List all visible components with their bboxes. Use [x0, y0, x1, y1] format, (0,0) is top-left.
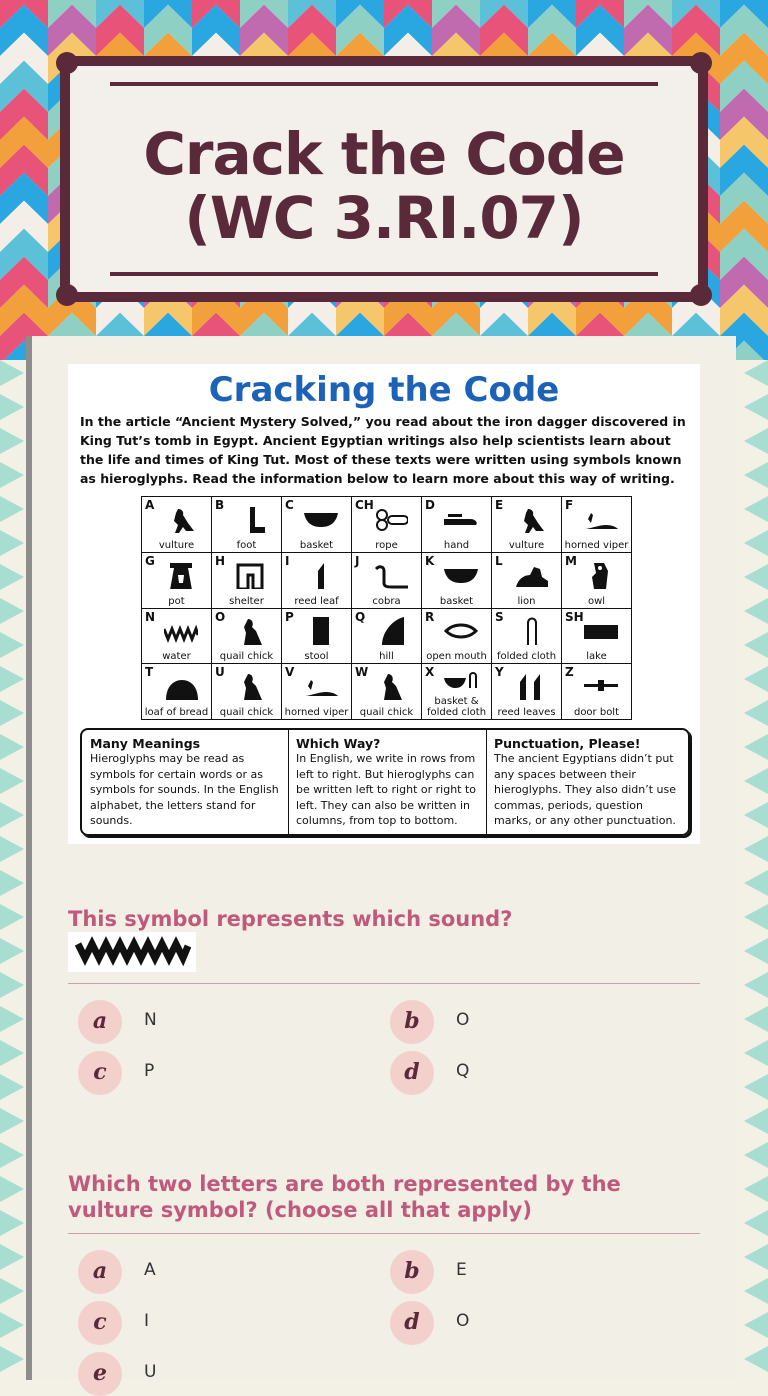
info-divider: [288, 730, 289, 834]
info-divider: [486, 730, 487, 834]
title-card: [60, 56, 708, 302]
glyph-name: hill: [379, 651, 394, 663]
glyph-letter: T: [145, 665, 154, 680]
worksheet-intro: In the article “Ancient Mystery Solved,” you read about the iron dagger discovered in King Tut’s tomb in Egypt. Ancient Egyptian writings also help scientists learn about the life and times of King Tut. Most of these texts were written using symbols known as hieroglyphs. Read the information below to learn more about this way of writing.: [80, 414, 686, 486]
hieroglyph-alphabet-table: [141, 496, 632, 720]
glyph-name: vulture: [508, 539, 545, 551]
glyph-name: cobra: [372, 595, 401, 607]
basket-icon: [304, 505, 338, 533]
shelter-icon: [234, 561, 268, 589]
option-text[interactable]: I: [144, 1311, 150, 1331]
glyph-row: [142, 664, 632, 720]
open-mouth-icon: [444, 617, 478, 645]
glyph-cell: [212, 497, 282, 553]
reed-leaf-icon: [304, 561, 338, 589]
stool-icon: [304, 617, 338, 645]
glyph-name: basket: [439, 595, 474, 607]
corner-ornament-icon: [690, 284, 712, 306]
glyph-cell: [282, 608, 352, 664]
glyph-name: vulture: [158, 539, 195, 551]
option-letter[interactable]: d: [390, 1301, 434, 1345]
vulture-icon: [514, 505, 548, 533]
glyph-cell: [492, 608, 562, 664]
glyph-cell: [142, 497, 212, 553]
glyph-cell: [562, 664, 632, 720]
glyph-cell: [142, 552, 212, 608]
glyph-name: foot: [236, 539, 257, 551]
glyph-name: shelter: [229, 595, 264, 607]
glyph-cell: [492, 552, 562, 608]
water-icon: [164, 617, 198, 645]
glyph-cell: [492, 497, 562, 553]
glyph-letter: M: [565, 553, 577, 568]
glyph-letter: F: [565, 498, 574, 512]
corner-ornament-icon: [56, 284, 78, 306]
right-triangle-border: [736, 360, 768, 1380]
glyph-name: horned viper: [564, 539, 629, 551]
corner-ornament-icon: [690, 52, 712, 74]
glyph-letter: P: [285, 609, 294, 624]
quail-chick-icon: [374, 672, 408, 700]
viper-icon: [304, 672, 338, 700]
glyph-name: quail chick: [359, 707, 414, 718]
glyph-letter: Y: [495, 665, 504, 680]
glyph-cell: [422, 608, 492, 664]
hand-icon: [444, 505, 478, 533]
glyph-letter: W: [355, 665, 369, 680]
option-text[interactable]: P: [144, 1061, 155, 1081]
glyph-row: [142, 552, 632, 608]
info-many-meanings: [90, 736, 280, 829]
glyph-letter: Z: [565, 665, 574, 680]
glyph-cell: [352, 608, 422, 664]
option-letter[interactable]: b: [390, 1000, 434, 1044]
page-title-line2: (WC 3.RI.07): [184, 184, 584, 252]
glyph-cell: [562, 608, 632, 664]
glyph-name: reed leaf: [294, 595, 339, 607]
quail-chick-icon: [234, 672, 268, 700]
info-which-way: [296, 736, 486, 829]
glyph-cell: [352, 664, 422, 720]
glyph-cell: [422, 552, 492, 608]
viper-icon: [584, 505, 618, 533]
glyph-name: pot: [168, 595, 185, 607]
title-rule-bottom: [110, 272, 658, 276]
glyph-letter: E: [495, 498, 504, 512]
rope-icon: [374, 505, 408, 533]
foot-icon: [234, 505, 268, 533]
glyph-cell: [142, 608, 212, 664]
cobra-icon: [374, 561, 408, 589]
glyph-letter: J: [355, 553, 360, 568]
info-body: In English, we write in rows from left to right. But hieroglyphs can be written left to right or right to left. They can also be written in columns, from top to bottom.: [296, 752, 477, 827]
glyph-cell: [142, 664, 212, 720]
glyph-letter: B: [215, 498, 225, 512]
option-text[interactable]: Q: [456, 1061, 470, 1081]
glyph-name: stool: [304, 651, 329, 663]
water-zigzag-icon: [68, 932, 196, 972]
glyph-cell: [562, 552, 632, 608]
glyph-letter: G: [145, 553, 155, 568]
glyph-letter: A: [145, 498, 155, 512]
lion-icon: [514, 561, 548, 589]
title-rule-top: [110, 82, 658, 86]
question-2-prompt: Which two letters are both represented by the vulture symbol? (choose all that apply): [68, 1172, 621, 1222]
glyph-cell: [282, 497, 352, 553]
bread-icon: [164, 672, 198, 700]
glyph-letter: O: [215, 609, 226, 624]
info-body: Hieroglyphs may be read as symbols for certain words or as symbols for sounds. In the English alphabet, the letters stand for sounds.: [90, 752, 279, 827]
glyph-name: basket & folded cloth: [426, 696, 487, 718]
glyph-letter: L: [495, 553, 503, 568]
glyph-name: lion: [517, 595, 536, 607]
option-letter[interactable]: b: [390, 1250, 434, 1294]
question-1-prompt: This symbol represents which sound?: [68, 907, 513, 931]
worksheet-image: [68, 364, 700, 844]
option-text[interactable]: O: [456, 1010, 470, 1030]
glyph-cell: [352, 552, 422, 608]
folded-cloth-icon: [514, 617, 548, 645]
glyph-cell: [422, 497, 492, 553]
glyph-name: owl: [587, 595, 606, 607]
lake-icon: [584, 617, 618, 645]
glyph-cell: [212, 664, 282, 720]
glyph-name: lake: [586, 651, 607, 663]
glyph-name: quail chick: [219, 707, 274, 718]
glyph-cell: [422, 664, 492, 720]
glyph-name: rope: [375, 539, 398, 551]
question-1-image: [68, 932, 196, 972]
glyph-cell: [282, 552, 352, 608]
owl-icon: [584, 561, 618, 589]
glyph-letter: X: [425, 665, 435, 680]
glyph-name: hand: [443, 539, 470, 551]
option-letter[interactable]: e: [78, 1352, 122, 1396]
option-letter[interactable]: a: [78, 1250, 122, 1294]
option-text[interactable]: O: [456, 1311, 470, 1331]
quail-chick-icon: [234, 617, 268, 645]
option-letter[interactable]: d: [390, 1051, 434, 1095]
glyph-cell: [212, 608, 282, 664]
glyph-name: reed leaves: [497, 707, 556, 718]
glyph-letter: K: [425, 553, 435, 568]
glyph-cell: [562, 497, 632, 553]
option-text[interactable]: E: [456, 1260, 467, 1280]
title-card-inner: [70, 66, 698, 292]
triangle-pattern-left: [0, 360, 32, 1380]
glyph-letter: H: [215, 553, 226, 568]
option-text[interactable]: A: [144, 1260, 156, 1280]
glyph-letter: N: [145, 609, 156, 624]
question-2-divider: [68, 1233, 700, 1234]
glyph-name: water: [162, 651, 191, 663]
corner-ornament-icon: [56, 52, 78, 74]
pot-icon: [164, 561, 198, 589]
glyph-name: open mouth: [426, 651, 487, 663]
glyph-name: door bolt: [573, 707, 620, 718]
glyph-letter: Q: [355, 609, 366, 624]
glyph-row: [142, 608, 632, 664]
option-letter[interactable]: c: [78, 1051, 122, 1095]
hill-icon: [374, 617, 408, 645]
worksheet-heading: Cracking the Code: [208, 370, 560, 410]
glyph-letter: S: [495, 609, 504, 624]
glyph-name: loaf of bread: [144, 707, 209, 718]
glyph-letter: U: [215, 665, 225, 680]
glyph-name: folded cloth: [496, 651, 557, 663]
question-1-divider: [68, 983, 700, 984]
glyph-name: horned viper: [284, 707, 349, 718]
info-heading: Punctuation, Please!: [494, 736, 641, 751]
page-title: [70, 122, 698, 250]
info-box: [80, 728, 690, 836]
option-letter[interactable]: c: [78, 1301, 122, 1345]
option-letter[interactable]: a: [78, 1000, 122, 1044]
info-heading: Many Meanings: [90, 736, 201, 751]
glyph-letter: CH: [355, 498, 374, 512]
glyph-name: quail chick: [219, 651, 274, 663]
vulture-icon: [164, 505, 198, 533]
basket-icon: [444, 561, 478, 589]
glyph-letter: SH: [565, 609, 584, 624]
glyph-row: [142, 497, 632, 553]
glyph-letter: I: [285, 553, 290, 568]
glyph-letter: D: [425, 498, 435, 512]
option-text[interactable]: U: [144, 1362, 157, 1382]
glyph-letter: C: [285, 498, 294, 512]
glyph-letter: V: [285, 665, 295, 680]
left-triangle-border: [0, 360, 32, 1380]
info-body: The ancient Egyptians didn’t put any spaces between their hieroglyphs. They also didn’t use commas, periods, question marks, or any other punctuation.: [494, 752, 677, 827]
page-title-line1: Crack the Code: [143, 120, 625, 188]
glyph-letter: R: [425, 609, 435, 624]
glyph-cell: [212, 552, 282, 608]
info-punctuation: [494, 736, 684, 829]
option-text[interactable]: N: [144, 1010, 157, 1030]
info-heading: Which Way?: [296, 736, 381, 751]
glyph-name: basket: [299, 539, 334, 551]
reed-leaves-icon: [514, 672, 548, 700]
glyph-cell: [282, 664, 352, 720]
door-bolt-icon: [584, 672, 618, 700]
glyph-cell: [352, 497, 422, 553]
glyph-cell: [492, 664, 562, 720]
triangle-pattern-right: [736, 360, 768, 1380]
